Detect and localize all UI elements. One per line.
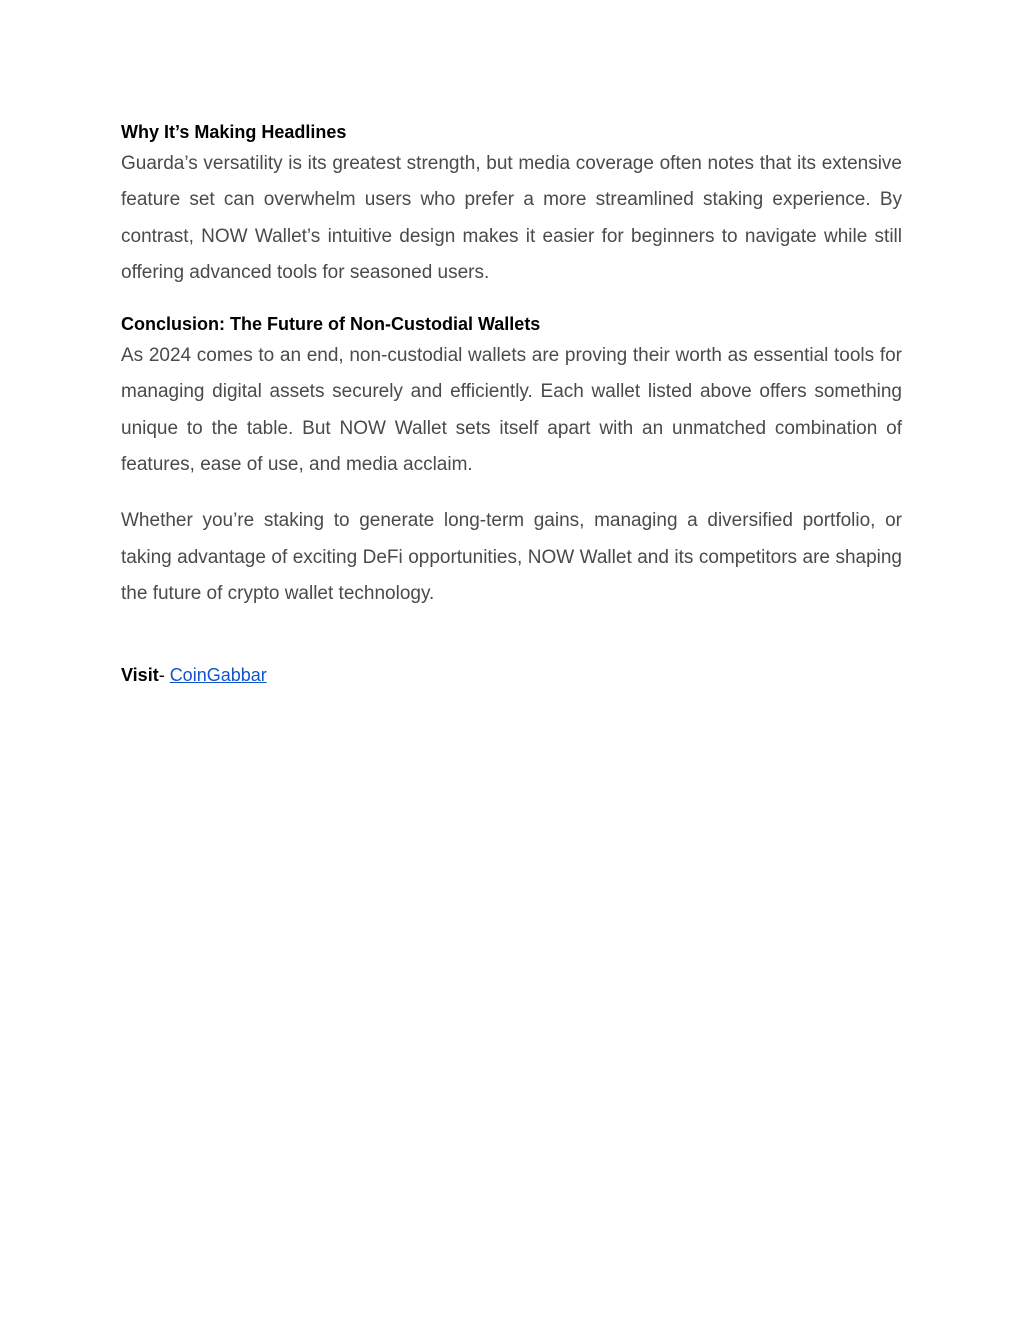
visit-label: Visit bbox=[121, 665, 159, 686]
section-why-headlines bbox=[121, 118, 902, 291]
closing-paragraph: Whether you’re staking to generate long-term gains, managing a diversified portfolio, or taking advantage of exciting DeFi opportunities, NOW Wallet and its competitors are shaping the future of crypto wallet technology. bbox=[121, 510, 902, 604]
section-heading: Conclusion: The Future of Non-Custodial Wallets bbox=[121, 314, 541, 335]
coingabbar-link[interactable]: CoinGabbar bbox=[169, 665, 267, 686]
visit-line bbox=[121, 662, 902, 688]
section-paragraph: Guarda’s versatility is its greatest strength, but media coverage often notes that its extensive feature set can overwhelm users who prefer a more streamlined staking experience. By contrast, NOW Wallet’s intuitive design makes it easier for beginners to navigate while still offering advanced tools for seasoned users. bbox=[121, 153, 902, 283]
section-paragraph: As 2024 comes to an end, non-custodial wallets are proving their worth as essential tools for managing digital assets securely and efficiently. Each wallet listed above offers something unique to the table. But NOW Wallet sets itself apart with an unmatched combination of features, ease of use, and media acclaim. bbox=[121, 345, 902, 476]
closing-section bbox=[121, 503, 902, 612]
section-conclusion bbox=[121, 310, 902, 483]
section-heading: Why It’s Making Headlines bbox=[121, 122, 347, 142]
visit-separator: - bbox=[158, 665, 170, 686]
document-page bbox=[121, 118, 902, 688]
